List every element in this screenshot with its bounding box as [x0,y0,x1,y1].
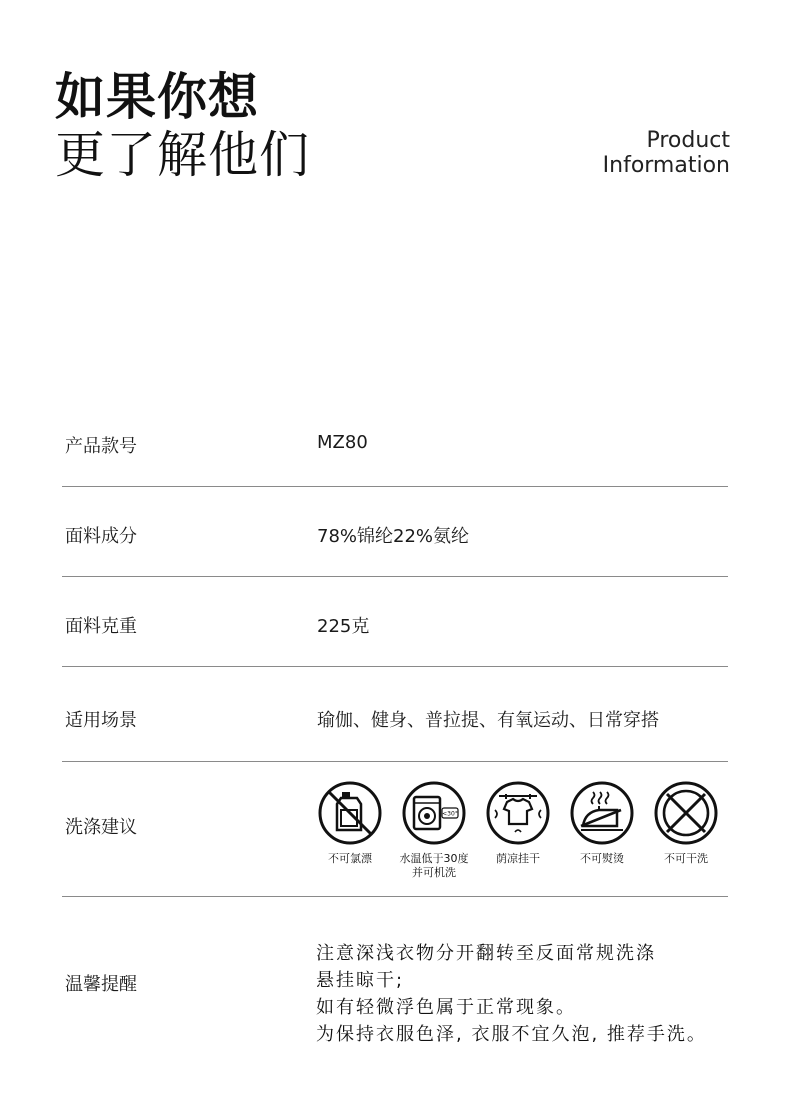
care-icons [308,780,738,890]
spec-value: 瑜伽、健身、普拉提、有氧运动、日常穿搭 [317,710,659,731]
care-caption: 不可熨烫 [580,852,624,865]
care-item-no-iron [560,780,644,866]
spec-label: 产品款号 [65,436,137,457]
english-title-line-1: Product [646,128,730,153]
care-caption: 水温低于30度 并可机洗 [399,852,469,879]
spec-label: 适用场景 [65,710,137,731]
machine-wash-30-icon [401,780,467,846]
english-title [603,128,730,178]
care-caption: 不可氯漂 [328,852,372,865]
spec-value: 225克 [317,616,370,637]
spec-label: 面料成分 [65,526,137,547]
reminder-line: 如有轻微浮色属于正常现象。 [316,997,576,1018]
reminder-line: 为保持衣服色泽, 衣服不宜久泡, 推荐手洗。 [316,1024,707,1045]
no-dry-clean-icon [653,780,719,846]
divider [62,666,728,667]
no-bleach-icon [317,780,383,846]
divider [62,576,728,577]
spec-label: 洗涤建议 [65,817,137,838]
reminder-line: 注意深浅衣物分开翻转至反面常规洗涤 [316,943,656,964]
no-iron-icon [569,780,635,846]
divider [62,486,728,487]
reminder-text [316,940,707,1048]
care-caption: 不可干洗 [664,852,708,865]
reminder-line: 悬挂晾干; [316,970,405,991]
care-item-shade-dry [476,780,560,866]
spec-label: 温馨提醒 [65,974,137,995]
english-title-line-2: Information [602,153,730,178]
care-item-machine-wash [392,780,476,880]
spec-label: 面料克重 [65,616,137,637]
title-line-1: 如果你想 [55,68,259,126]
divider [62,896,728,897]
care-item-no-dry-clean [644,780,728,866]
care-caption: 荫凉挂干 [496,852,540,865]
care-item-no-bleach [308,780,392,866]
spec-value: MZ80 [317,432,368,453]
divider [62,761,728,762]
temperature-badge: <30° [442,810,458,818]
shade-hang-dry-icon [485,780,551,846]
title-line-2: 更了解他们 [55,126,310,184]
page-title [55,68,310,184]
spec-value: 78%锦纶22%氨纶 [317,526,470,547]
